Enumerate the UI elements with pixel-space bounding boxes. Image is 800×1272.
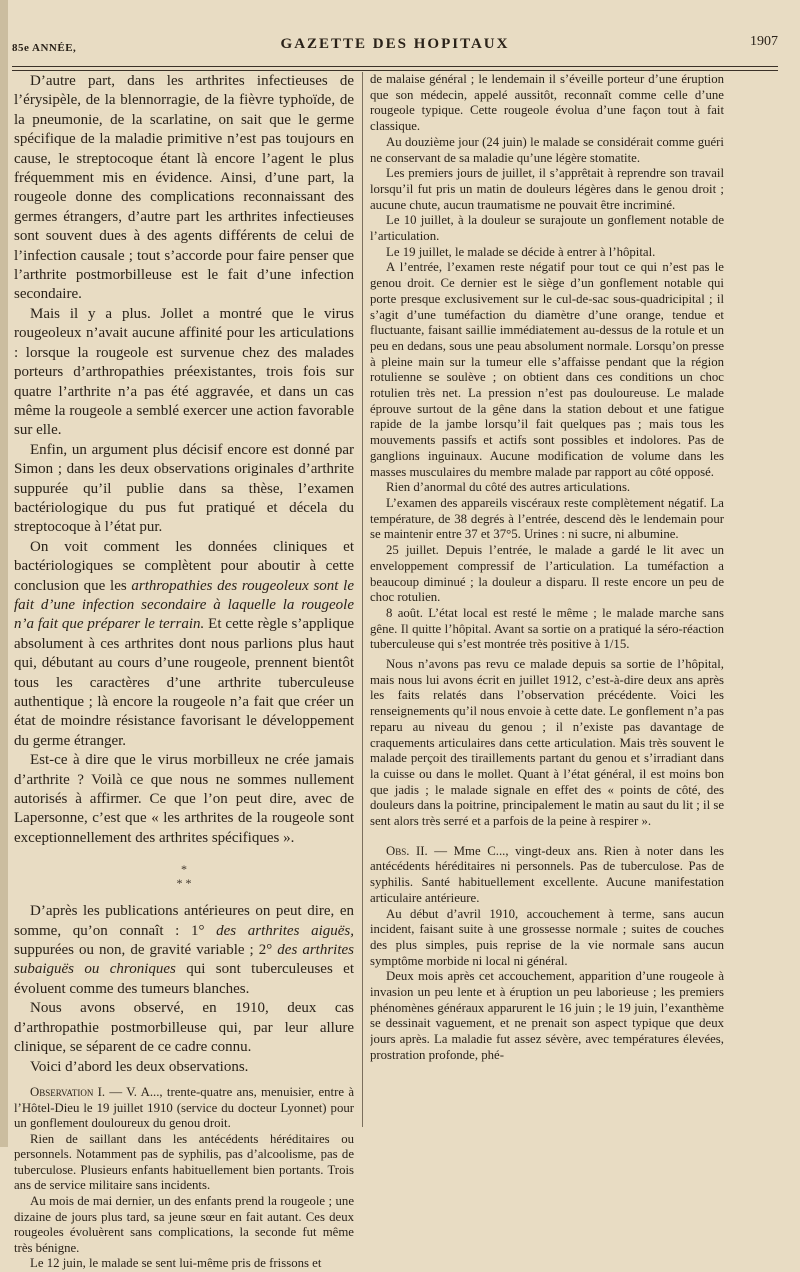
header-journal-title: GAZETTE DES HOPITAUX — [280, 36, 510, 52]
paragraph: Enfin, un argument plus décisif encore est donné par Simon ; dans les deux observations originales d’arthrite suppurée qu’il publie dans sa thèse, l’examen bactériologique du pus fut pratiqué et décela du streptocoque à l’état pur. — [14, 441, 354, 536]
right-column — [370, 72, 724, 1064]
italic-run: arthropathies des rougeoleux sont le fait d’une infection secondaire à laquelle la rougeole n’a fait que préparer le terrain. — [14, 577, 354, 633]
observation-paragraph: Au mois de mai dernier, un des enfants prend la rougeole ; une dizaine de jours plus tard, sa jeune sœur en fait autant. Ces deux rougeoles évoluèrent sans complications, la seconde fut même très bénigne. — [14, 1194, 354, 1255]
observation-paragraph: Deux mois après cet accouchement, apparition d’une rougeole à invasion un peu lente et à éruption un peu laborieuse ; les premiers phénomènes généraux apparurent le 16 juin ; le 19 juin, l’exanthème se dessinait vaguement, et ne prenait son aspect typique que deux jours après. La maladie fut assez sévère, avec températures élevées, prostration profonde, phé- — [370, 969, 724, 1062]
observation-paragraph: 8 août. L’état local est resté le même ; le malade marche sans gêne. Il quitte l’hôpital. Avant sa sortie on a pratiqué la séro-réaction tuberculeuse qui s’est montrée très positive à 1/15. — [370, 605, 724, 652]
observation-paragraph: Les premiers jours de juillet, il s’apprêtait à reprendre son travail lorsqu’il fut pris un matin de douleurs légères dans le genou droit ; aucune chute, aucun traumatisme ne pouvait être incriminé. — [370, 166, 724, 212]
text-run: On voit comment les données cliniques et bactériologiques se complètent pour aboutir à cette conclusion que les — [14, 538, 354, 594]
paragraph — [14, 538, 354, 751]
header-rule — [12, 66, 778, 67]
header-page-number: 1907 — [750, 34, 778, 49]
paragraph — [14, 902, 354, 999]
observation-paragraph: Au début d’avril 1910, accouchement à terme, sans aucun incident, faisant suite à une grossesse normale ; suites de couches des plus simples, puis reprise de la vie normale sans aucun symptôme morbide ni local ni général. — [370, 906, 724, 968]
observation-paragraph: Rien de saillant dans les antécédents héréditaires ou personnels. Notamment pas de syphilis, pas d’alcoolisme, pas de tuberculose. Plusieurs enfants habituellement bien portants. Trois ans de service militaire sans incidents. — [14, 1131, 354, 1193]
left-column — [14, 72, 354, 1272]
text-run: — Mme C..., vingt-deux ans. Rien à noter dans les antécédents héréditaires ni personnels. Pas de tuberculose. Pas de syphilis. Santé habituellement excellente. Aucune manifestation articulaire antérieure. — [370, 843, 724, 905]
paragraph: Nous avons observé, en 1910, deux cas d’arthropathie postmorbilleuse qui, par leur allure clinique, se séparent de ce cadre connu. — [14, 1000, 354, 1056]
text-run: qui sont tuberculeuses et évoluent comme des tumeurs blanches. — [14, 961, 354, 997]
observation-paragraph: Le 10 juillet, à la douleur se surajoute un gonflement notable de l’articulation. — [370, 213, 724, 244]
observation-paragraph — [14, 1085, 354, 1132]
observation-paragraph: Au douzième jour (24 juin) le malade se considérait comme guéri ne conservant de sa maladie qu’une légère stomatite. — [370, 134, 724, 165]
observation-label: Obs. II. — [386, 843, 428, 858]
page-header — [12, 30, 778, 60]
column-divider — [362, 72, 363, 1127]
header-year-label: 85e ANNÉE, — [12, 42, 77, 54]
header-rule-thin — [12, 70, 778, 71]
text-run: D’après les publications antérieures on peut dire, en somme, qu’on connaît : 1° — [14, 903, 354, 939]
section-separator: * * * — [176, 862, 192, 891]
observation-paragraph: Le 12 juin, le malade se sent lui-même pris de frissons et — [30, 1256, 322, 1271]
italic-run: des arthrites subaiguës ou chroniques — [14, 942, 354, 978]
observation-paragraph: Le 19 juillet, le malade se décide à entrer à l’hôpital. — [386, 244, 656, 259]
observation-paragraph: Nous n’avons pas revu ce malade depuis sa sortie de l’hôpital, mais nous lui avons écrit en juillet 1912, c’est-à-dire deux ans après les faits relatés dans l’observation précédente. Voici les renseignements qu’il nous envoie à cette date. Le gonflement n’a pas reparu au niveau du genou ; il n’existe pas davantage de craquements articulaires dans cette articulation. Mais très souvent le malade perçoit des tiraillements partant du genou et s’irradiant dans la cuisse ou dans le mollet. Quant à l’état général, il est moins bon que jadis ; le malade signale en effet des « points de côté, des douleurs dans la poitrine, principalement le matin au saut du lit ; il se sent alors très serré et a parfois de la peine à respirer ». — [370, 657, 724, 829]
paragraph: D’autre part, dans les arthrites infectieuses de l’érysipèle, de la blennorragie, de la fièvre typhoïde, de la pneumonie, de la scarlatine, on sait que le germe spécifique de la maladie primitive n’est pas toujours en cause, le streptocoque étant là encore l’agent le plus fréquemment mis en évidence. Ainsi, d’une part, la rougeole donne des complications reconnaissant des germes étrangers, d’autre part les arthrites infectieuses sont souvent dues à des agents différents de celui de l’infection causale ; tout s’accorde pour faire penser que l’arthrite postmorbilleuse est le fait d’une infection secondaire. — [14, 73, 354, 303]
page-gutter — [0, 0, 8, 1147]
paragraph: Voici d’abord les deux observations. — [30, 1058, 249, 1075]
text-run: — V. A..., trente-quatre ans, menuisier, entre à l’Hôtel-Dieu le 19 juillet 1910 (service du docteur Lyonnet) pour un gonflement douloureux du genou droit. — [14, 1084, 354, 1131]
paragraph: Mais il y a plus. Jollet a montré que le virus rougeoleux n’avait aucune affinité pour les articulations : lorsque la rougeole est survenue chez des malades porteurs d’arthropathies préexistantes, trois fois sur quatre l’arthrite n’a pas été aggravée, et dans un cas même la rougeole a semblé exercer une action favorable sur elle. — [14, 305, 354, 439]
paragraph: Est-ce à dire que le virus morbilleux ne crée jamais d’arthrite ? Voilà ce que nous ne sommes nullement autorisés à affirmer. Ce que l’on peut dire, avec de Lapersonne, c’est que « les arthrites de la rougeole sont exceptionnellement des arthrites spécifiques ». — [14, 752, 354, 846]
observation-paragraph: Rien d’anormal du côté des autres articulations. — [386, 480, 631, 495]
observation-paragraph: A l’entrée, l’examen reste négatif pour tout ce qui n’est pas le genou droit. Ce dernier est le siège d’un gonflement notable qui porte presque exclusivement sur le cul-de-sac sous-quadricipital ; il s’agit d’une tuméfaction du diamètre d’une orange, tendue et fluctuante, faisant saillie immédiatement au-dessus de la rotule et un peu en dedans, sous une peau absolument normale. Lorsqu’on presse à pleine main sur la tumeur elle s’affaisse pendant que la région rotulienne se soulève ; on obtient dans ces conditions un choc rotulien très net. La pression n’est pas douloureuse. Le malade éprouve surtout de la gêne dans la station debout et une fatigue rapide de la jambe lorsqu’il fait quelques pas ; mais tous les mouvements passifs et actifs sont possibles et indolores. Pas de ganglions inguinaux. Aucune modification de volume dans les masses musculaires du membre malade par rapport au côté opposé. — [370, 260, 724, 479]
observation-paragraph: de malaise général ; le lendemain il s’éveille porteur d’une éruption que son médecin, appelé aussitôt, reconnaît comme celle d’une rougeole typique. Cette rougeole évolua d’une façon tout à fait classique. — [370, 72, 724, 134]
observation-label: Observation I. — [30, 1084, 106, 1099]
italic-run: des arthrites aiguës, — [216, 922, 354, 939]
observation-paragraph: L’examen des appareils viscéraux reste complètement négatif. La température, de 38 degrés à l’entrée, descend dès le lendemain pour se maintenir entre 37 et 37°5. Urines : ni sucre, ni albumine. — [370, 495, 724, 542]
text-run: suppurées ou non, de gravité variable ; 2° — [14, 942, 278, 959]
observation-paragraph: 25 juillet. Depuis l’entrée, le malade a gardé le lit avec un enveloppement compressif de l’articulation. La tuméfaction a beaucoup diminué ; la douleur a disparu. Il reste encore un peu de choc rotulien. — [370, 543, 724, 605]
text-run: Et cette règle s’applique absolument à ces arthrites dont nous parlions plus haut qui, débutant au cours d’une rougeole, prennent bientôt tous les caractères d’une arthrite tuberculeuse authentique ; là encore la rougeole n’a fait que créer un état de moindre résistance favorisant le développement du germe étranger. — [14, 616, 354, 749]
observation-paragraph — [370, 844, 724, 907]
